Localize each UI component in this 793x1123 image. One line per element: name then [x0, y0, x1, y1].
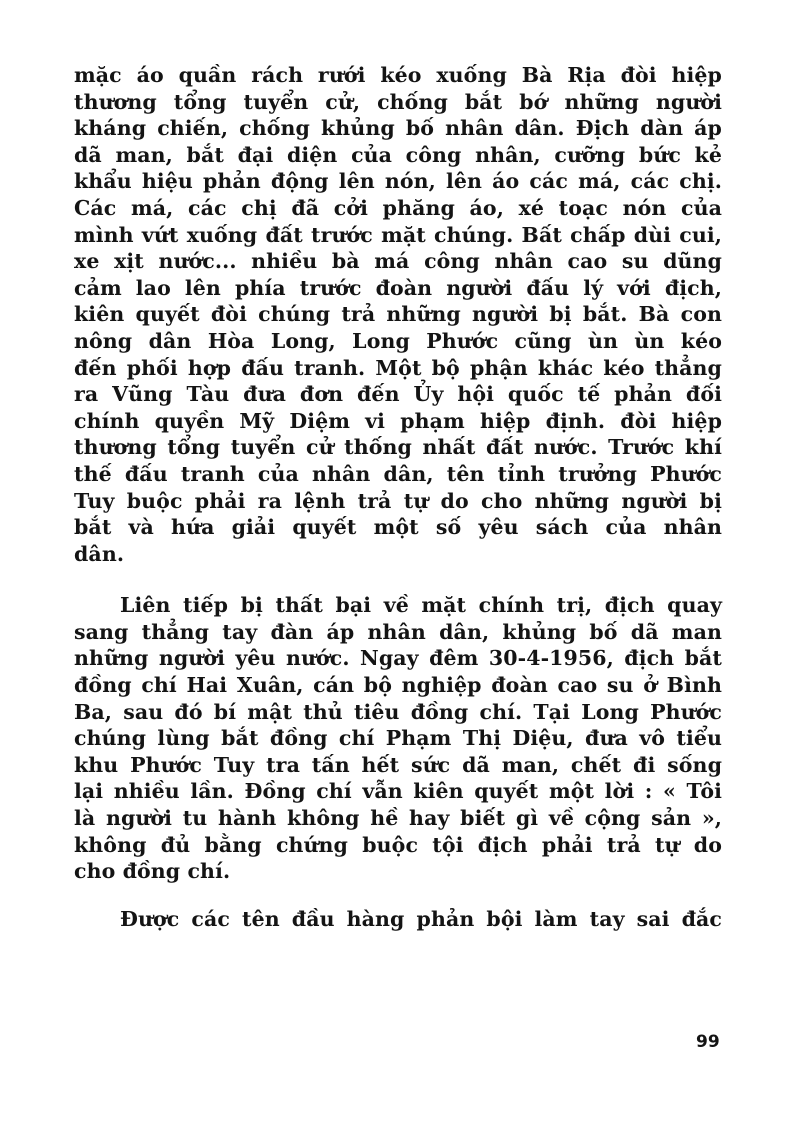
text-line: kháng chiến, chống khủng bố nhân dân. Địch dàn áp	[74, 116, 722, 141]
text-line: khu Phước Tuy tra tấn hết sức dã man, chết đi sống	[74, 752, 722, 777]
text-line: dã man, bắt đại diện của công nhân, cưỡng bức kẻ	[74, 142, 722, 167]
paragraph-spacer	[74, 567, 722, 592]
text-line: thế đấu tranh của nhân dân, tên tỉnh trưởng Phước	[74, 461, 722, 486]
text-line: cảm lao lên phía trước đoàn người đấu lý với địch,	[74, 275, 722, 300]
text-line: sang thẳng tay đàn áp nhân dân, khủng bố dã man	[74, 619, 722, 644]
text-line: Liên tiếp bị thất bại về mặt chính trị, địch quay	[120, 593, 722, 618]
page-body	[74, 62, 722, 932]
text-line: chúng lùng bắt đồng chí Phạm Thị Diệu, đưa vô tiểu	[74, 726, 722, 751]
text-line: nông dân Hòa Long, Long Phước cũng ùn ùn kéo	[74, 328, 722, 353]
text-line: lại nhiều lần. Đồng chí vẫn kiên quyết một lời : « Tôi	[74, 779, 722, 804]
text-line: đồng chí Hai Xuân, cán bộ nghiệp đoàn cao su ở Bình	[74, 673, 722, 698]
text-line: cho đồng chí.	[74, 859, 231, 884]
paragraph-3	[74, 906, 722, 933]
page-number: 99	[696, 1032, 720, 1052]
paragraph-spacer	[74, 885, 722, 906]
text-line: chính quyền Mỹ Diệm vi phạm hiệp định. đòi hiệp	[74, 408, 722, 433]
text-line: khẩu hiệu phản động lên nón, lên áo các má, các chị.	[74, 169, 722, 194]
text-line: Ba, sau đó bí mật thủ tiêu đồng chí. Tại Long Phước	[74, 699, 722, 724]
text-line: kiên quyết đòi chúng trả những người bị bắt. Bà con	[74, 302, 722, 327]
text-line: là người tu hành không hề hay biết gì về cộng sản »,	[74, 806, 722, 831]
text-line: đến phối hợp đấu tranh. Một bộ phận khác kéo thẳng	[74, 355, 722, 380]
paragraph-1	[74, 62, 722, 567]
text-line: mặc áo quần rách rưới kéo xuống Bà Rịa đòi hiệp	[74, 63, 722, 87]
paragraph-2	[74, 592, 722, 885]
text-line: những người yêu nước. Ngay đêm 30-4-1956, địch bắt	[74, 646, 722, 671]
text-line: Các má, các chị đã cởi phăng áo, xé toạc nón của	[74, 195, 722, 220]
text-line: xe xịt nước... nhiều bà má công nhân cao su dũng	[74, 249, 722, 274]
text-line: thương tổng tuyển cử thống nhất đất nước. Trước khí	[74, 435, 722, 460]
text-line: Được các tên đầu hàng phản bội làm tay sai đắc	[120, 906, 722, 931]
text-line: mình vứt xuống đất trước mặt chúng. Bất chấp dùi cui,	[74, 222, 722, 247]
text-line: dân.	[74, 541, 125, 566]
text-line: thương tổng tuyển cử, chống bắt bớ những người	[74, 89, 722, 114]
text-line: bắt và hứa giải quyết một số yêu sách của nhân	[74, 515, 722, 540]
text-line: Tuy buộc phải ra lệnh trả tự do cho những người bị	[74, 488, 722, 513]
text-line: không đủ bằng chứng buộc tội địch phải trả tự do	[74, 832, 722, 857]
text-line: ra Vũng Tàu đưa đơn đến Ủy hội quốc tế phản đối	[74, 382, 722, 407]
